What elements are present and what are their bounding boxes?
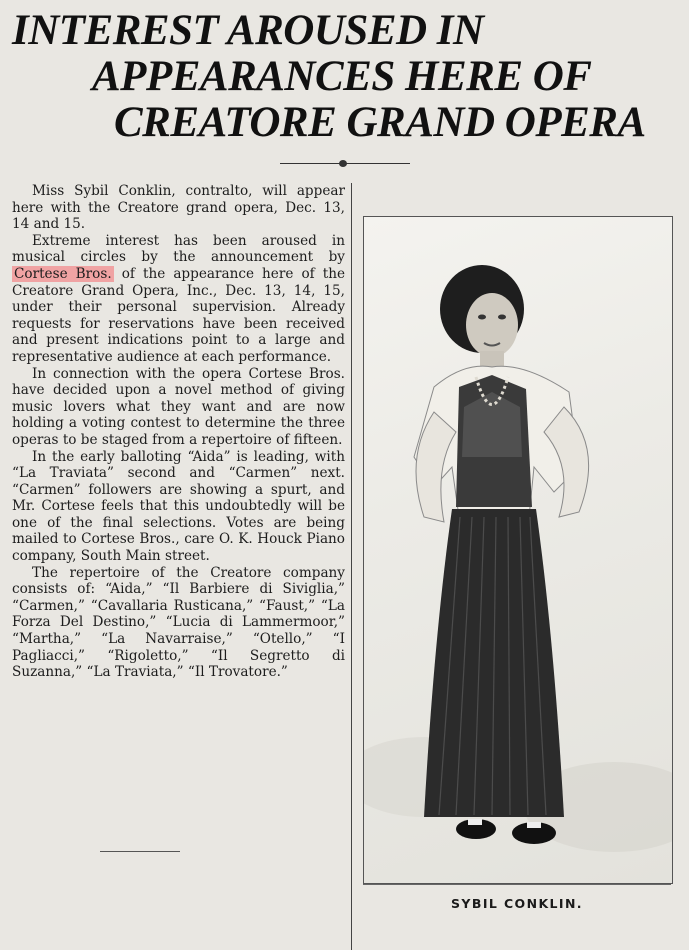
caption-divider [363, 884, 671, 885]
headline-divider-ornament [339, 160, 347, 167]
article-paragraph-5: The repertoire of the Creatore company consists of: “Aida,” “Il Barbiere di Siviglia,” “Carmen,” “Cavallaria Rusticana,” “Faust,” “La Forza Del Destino,” “Lucia di Lammermoor,” “Martha,” “La Navarraise,” “Otello,” “I Pagliacci,” “Rigoletto,” “Il Segretto di Suzanna,” “La Traviata,” “Il Trovatore.” [12, 564, 345, 681]
portrait-photo [363, 216, 673, 884]
column-divider [351, 183, 352, 950]
photo-caption: SYBIL CONKLIN. [451, 896, 583, 911]
article-paragraph-2-end: of the appearance here of the Creatore Grand Opera, Inc., Dec. 13, 14, 15, under their personal supervision. Already requests for reservations have been received and present indications point to a large and representative audience at each performance. [12, 265, 345, 365]
article-end-rule [100, 851, 180, 852]
headline [0, 8, 689, 146]
article-paragraph-1: Miss Sybil Conklin, contralto, will appear here with the Creatore grand opera, Dec. 13, 14 and 15. [12, 183, 345, 233]
article-body [12, 183, 345, 863]
article-paragraph-2 [12, 233, 345, 366]
highlighted-term: Cortese Bros. [14, 265, 112, 282]
article-paragraph-4: In the early balloting “Aida” is leading, with “La Traviata” second and “Carmen” next. “Carmen” followers are showing a spurt, and Mr. Cortese feels that this undoubtedly will be one of the final selections. Votes are being mailed to Cortese Bros., care O. K. Houck Piano company, South Main street. [12, 448, 345, 565]
headline-line-3: CREATORE GRAND OPERA [114, 99, 646, 146]
article-paragraph-2-start: Extreme interest has been aroused in musical circles by the announcement by [12, 232, 345, 266]
article-paragraph-3: In connection with the opera Cortese Bros. have decided upon a novel method of giving music lovers what they want and are now holding a voting contest to determine the three operas to be staged from a repertoire of fifteen. [12, 365, 345, 448]
headline-line-2: APPEARANCES HERE OF [92, 53, 592, 100]
headline-line-1: INTEREST AROUSED IN [12, 7, 484, 54]
portrait-illustration [364, 217, 672, 883]
